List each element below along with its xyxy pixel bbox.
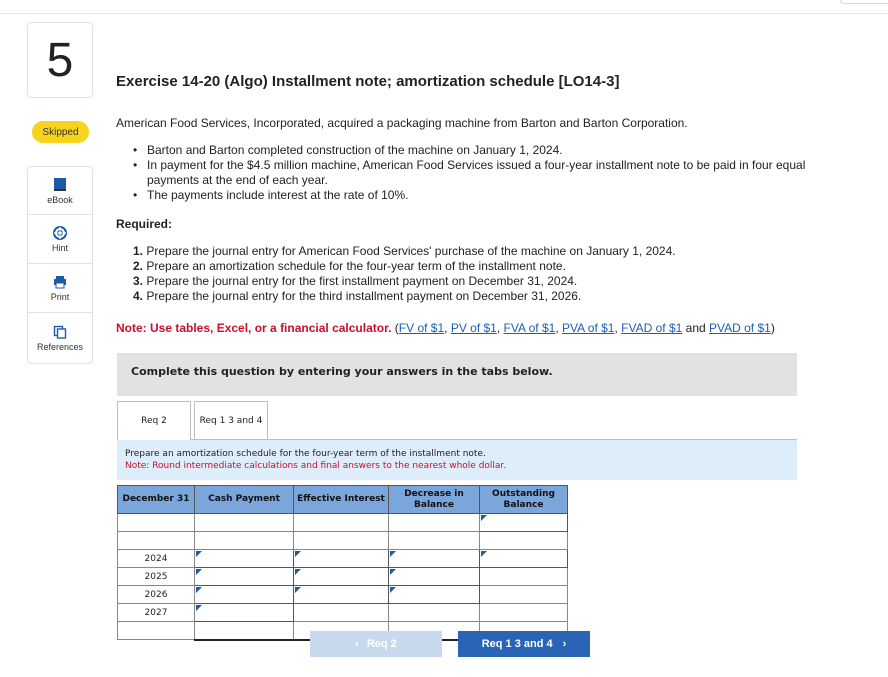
empty-cell xyxy=(294,514,389,532)
empty-cell xyxy=(118,622,195,640)
note-and: and xyxy=(685,321,706,335)
cash-payment-input[interactable] xyxy=(195,586,294,604)
next-req-button[interactable] xyxy=(458,631,590,657)
table-row xyxy=(118,550,568,568)
table-row xyxy=(118,586,568,604)
exercise-intro: American Food Services, Incorporated, acquired a packaging machine from Barton and Barton Corporation. xyxy=(116,116,688,130)
year-cell: 2026 xyxy=(118,586,195,604)
effective-interest-input[interactable] xyxy=(294,568,389,586)
outstanding-balance-input[interactable] xyxy=(480,550,568,568)
year-cell: 2025 xyxy=(118,568,195,586)
link-pva-of-1[interactable]: PVA of $1 xyxy=(562,321,615,335)
link-fv-of-1[interactable]: FV of $1 xyxy=(398,321,445,335)
tab-req-1-3-and-4[interactable]: Req 1 3 and 4 xyxy=(194,401,268,440)
exercise-title: Exercise 14-20 (Algo) Installment note; amortization schedule [LO14-3] xyxy=(116,73,620,90)
empty-cell xyxy=(195,532,294,550)
empty-cell xyxy=(118,532,195,550)
table-row xyxy=(118,532,568,550)
empty-cell xyxy=(389,604,480,622)
cash-payment-input[interactable] xyxy=(195,568,294,586)
col-header-december-31: December 31 xyxy=(118,486,195,514)
year-cell: 2024 xyxy=(118,550,195,568)
requirements-list xyxy=(133,244,676,304)
table-row xyxy=(118,568,568,586)
col-header-outstanding-balance: Outstanding Balance xyxy=(480,486,568,514)
ebook-label: eBook xyxy=(47,194,73,205)
requirement-item: 2. Prepare an amortization schedule for the four-year term of the installment note. xyxy=(133,259,566,273)
prev-req-button[interactable] xyxy=(310,631,442,657)
top-right-tab[interactable] xyxy=(840,0,888,4)
banner-text: Complete this question by entering your answers in the tabs below. xyxy=(131,365,553,378)
fact-item: • In payment for the $4.5 million machine, American Food Services issued a four-year installment note to be paid in four equal payments at the end of each year. xyxy=(133,158,853,188)
empty-cell xyxy=(480,586,568,604)
empty-cell xyxy=(195,514,294,532)
lifebuoy-icon xyxy=(53,226,67,240)
tab-bar xyxy=(117,401,797,440)
effective-interest-input[interactable] xyxy=(294,586,389,604)
next-req-label: Req 1 3 and 4 xyxy=(481,638,553,650)
table-header-row xyxy=(118,486,568,514)
effective-interest-input[interactable] xyxy=(294,550,389,568)
requirement-item: 1. Prepare the journal entry for American Food Services' purchase of the machine on January 1, 2024. xyxy=(133,244,676,258)
tab-instructions xyxy=(117,440,797,480)
empty-cell xyxy=(480,604,568,622)
references-button[interactable] xyxy=(27,313,93,364)
decrease-in-balance-input[interactable] xyxy=(389,550,480,568)
empty-cell xyxy=(118,514,195,532)
calculator-note: Note: Use tables, Excel, or a financial calculator. (FV of $1, PV of $1, FVA of $1, PVA of $1, FVAD of $1 and PVAD of $1) xyxy=(116,321,775,335)
print-button[interactable] xyxy=(27,264,93,313)
status-badge-skipped: Skipped xyxy=(32,121,89,143)
fact-item: • Barton and Barton completed construction of the machine on January 1, 2024. xyxy=(133,143,853,158)
link-fvad-of-1[interactable]: FVAD of $1 xyxy=(621,321,683,335)
book-icon xyxy=(53,177,67,192)
note-prefix: Note: Use tables, Excel, or a financial calculator. xyxy=(116,321,392,335)
decrease-in-balance-input[interactable] xyxy=(389,586,480,604)
table-row xyxy=(118,514,568,532)
instruction-line: Prepare an amortization schedule for the four-year term of the installment note. xyxy=(125,449,486,459)
tab-req-2[interactable]: Req 2 xyxy=(117,401,191,441)
year-cell: 2027 xyxy=(118,604,195,622)
col-header-decrease-in-balance: Decrease in Balance xyxy=(389,486,480,514)
top-divider xyxy=(0,13,888,14)
empty-cell xyxy=(389,514,480,532)
link-fva-of-1[interactable]: FVA of $1 xyxy=(503,321,556,335)
col-header-effective-interest: Effective Interest xyxy=(294,486,389,514)
documents-icon xyxy=(53,325,67,339)
fact-item: • The payments include interest at the rate of 10%. xyxy=(133,188,853,203)
table-row xyxy=(118,604,568,622)
note-close-paren: ) xyxy=(770,321,775,335)
decrease-in-balance-input[interactable] xyxy=(389,568,480,586)
instructions-banner xyxy=(117,353,797,396)
hint-label: Hint xyxy=(51,242,68,253)
printer-icon xyxy=(53,275,67,289)
total-cell xyxy=(195,622,294,640)
outstanding-balance-input[interactable] xyxy=(480,514,568,532)
requirement-item: 3. Prepare the journal entry for the first installment payment on December 31, 2024. xyxy=(133,274,578,288)
link-pvad-of-1[interactable]: PVAD of $1 xyxy=(709,321,771,335)
empty-cell xyxy=(294,604,389,622)
prev-req-label: Req 2 xyxy=(366,638,397,650)
question-number: 5 xyxy=(27,22,93,98)
ebook-button[interactable] xyxy=(27,166,93,215)
chevron-right-icon: › xyxy=(562,638,567,650)
hint-button[interactable] xyxy=(27,215,93,264)
chevron-left-icon: ‹ xyxy=(355,638,359,650)
cash-payment-input[interactable] xyxy=(195,550,294,568)
empty-cell xyxy=(389,532,480,550)
rounding-note: Note: Round intermediate calculations and final answers to the nearest whole dollar. xyxy=(125,461,507,471)
fact-list xyxy=(133,143,853,203)
cash-payment-input[interactable] xyxy=(195,604,294,622)
required-heading: Required: xyxy=(116,217,173,231)
link-pv-of-1[interactable]: PV of $1 xyxy=(450,321,497,335)
empty-cell xyxy=(480,532,568,550)
empty-cell xyxy=(480,568,568,586)
print-label: Print xyxy=(50,291,70,302)
empty-cell xyxy=(294,532,389,550)
references-label: References xyxy=(36,341,84,352)
col-header-cash-payment: Cash Payment xyxy=(195,486,294,514)
requirement-item: 4. Prepare the journal entry for the third installment payment on December 31, 2026. xyxy=(133,289,582,303)
amortization-table xyxy=(117,485,568,641)
note-open-paren: ( xyxy=(394,321,399,335)
